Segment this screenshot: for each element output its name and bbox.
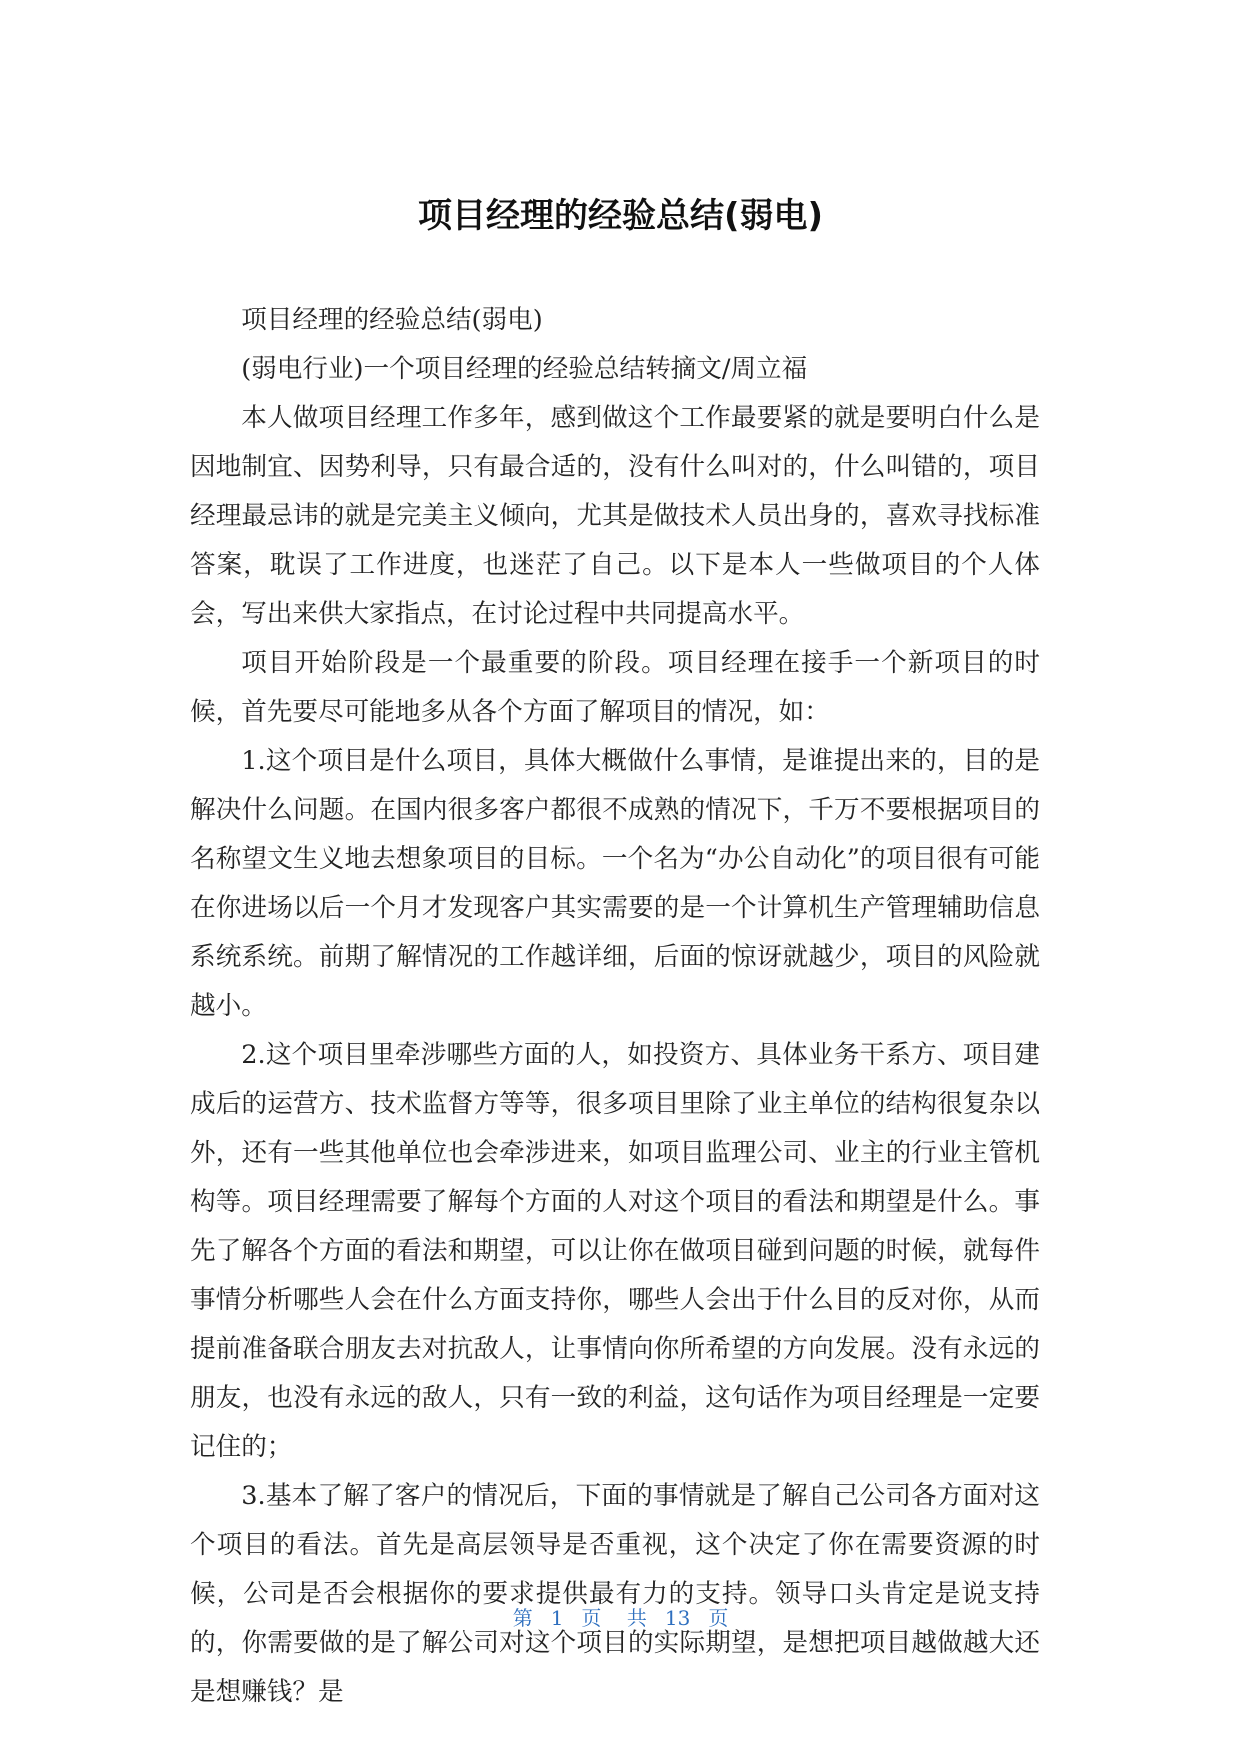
- point-1-paragraph: 1.这个项目是什么项目，具体大概做什么事情，是谁提出来的，目的是解决什么问题。在国内很多客户都很不成熟的情况下，千万不要根据项目的名称望文生义地去想象项目的目标。一个名为“办公自动化”的项目很有可能在你进场以后一个月才发现客户其实需要的是一个计算机生产管理辅助信息系统系统。前期了解情况的工作越详细，后面的惊讶就越少，项目的风险就越小。: [190, 746, 1040, 1021]
- stage-paragraph: 项目开始阶段是一个最重要的阶段。项目经理在接手一个新项目的时候，首先要尽可能地多从各个方面了解项目的情况，如：: [190, 648, 1040, 727]
- document-title: 项目经理的经验总结(弱电): [417, 196, 824, 236]
- footer-prefix: 第: [512, 1606, 533, 1630]
- intro-paragraph: 本人做项目经理工作多年，感到做这个工作最要紧的就是要明白什么是因地制宜、因势利导，只有最合适的，没有什么叫对的，什么叫错的，项目经理最忌讳的就是完美主义倾向，尤其是做技术人员出身的，喜欢寻找标准答案，耽误了工作进度，也迷茫了自己。以下是本人一些做项目的个人体会，写出来供大家指点，在讨论过程中共同提高水平。: [190, 403, 1040, 629]
- point-2-paragraph: 2.这个项目里牵涉哪些方面的人，如投资方、具体业务干系方、项目建成后的运营方、技术监督方等等，很多项目里除了业主单位的结构很复杂以外，还有一些其他单位也会牵涉进来，如项目监理公司、业主的行业主管机构等。项目经理需要了解每个方面的人对这个项目的看法和期望是什么。事先了解各个方面的看法和期望，可以让你在做项目碰到问题的时候，就每件事情分析哪些人会在什么方面支持你，哪些人会出于什么目的反对你，从而提前准备联合朋友去对抗敌人，让事情向你所希望的方向发展。没有永远的朋友，也没有永远的敌人，只有一致的利益，这句话作为项目经理是一定要记住的；: [190, 1040, 1040, 1462]
- document-body: [190, 296, 1040, 1717]
- point-3-paragraph: 3.基本了解了客户的情况后，下面的事情就是了解自己公司各方面对这个项目的看法。首先是高层领导是否重视，这个决定了你在需要资源的时候，公司是否会根据你的要求提供最有力的支持。领导口头肯定是说支持的，你需要做的是了解公司对这个项目的实际期望，是想把项目越做越大还是想赚钱？是: [190, 1481, 1040, 1707]
- footer-mid: 页 共: [581, 1606, 647, 1630]
- footer-total-pages: 13: [664, 1606, 691, 1630]
- subtitle-paragraph: 项目经理的经验总结(弱电): [241, 305, 543, 335]
- footer-suffix: 页: [708, 1606, 729, 1630]
- page-footer: [0, 1602, 1241, 1631]
- footer-page-number: 1: [550, 1606, 564, 1630]
- source-paragraph: (弱电行业)一个项目经理的经验总结转摘文/周立福: [241, 354, 808, 384]
